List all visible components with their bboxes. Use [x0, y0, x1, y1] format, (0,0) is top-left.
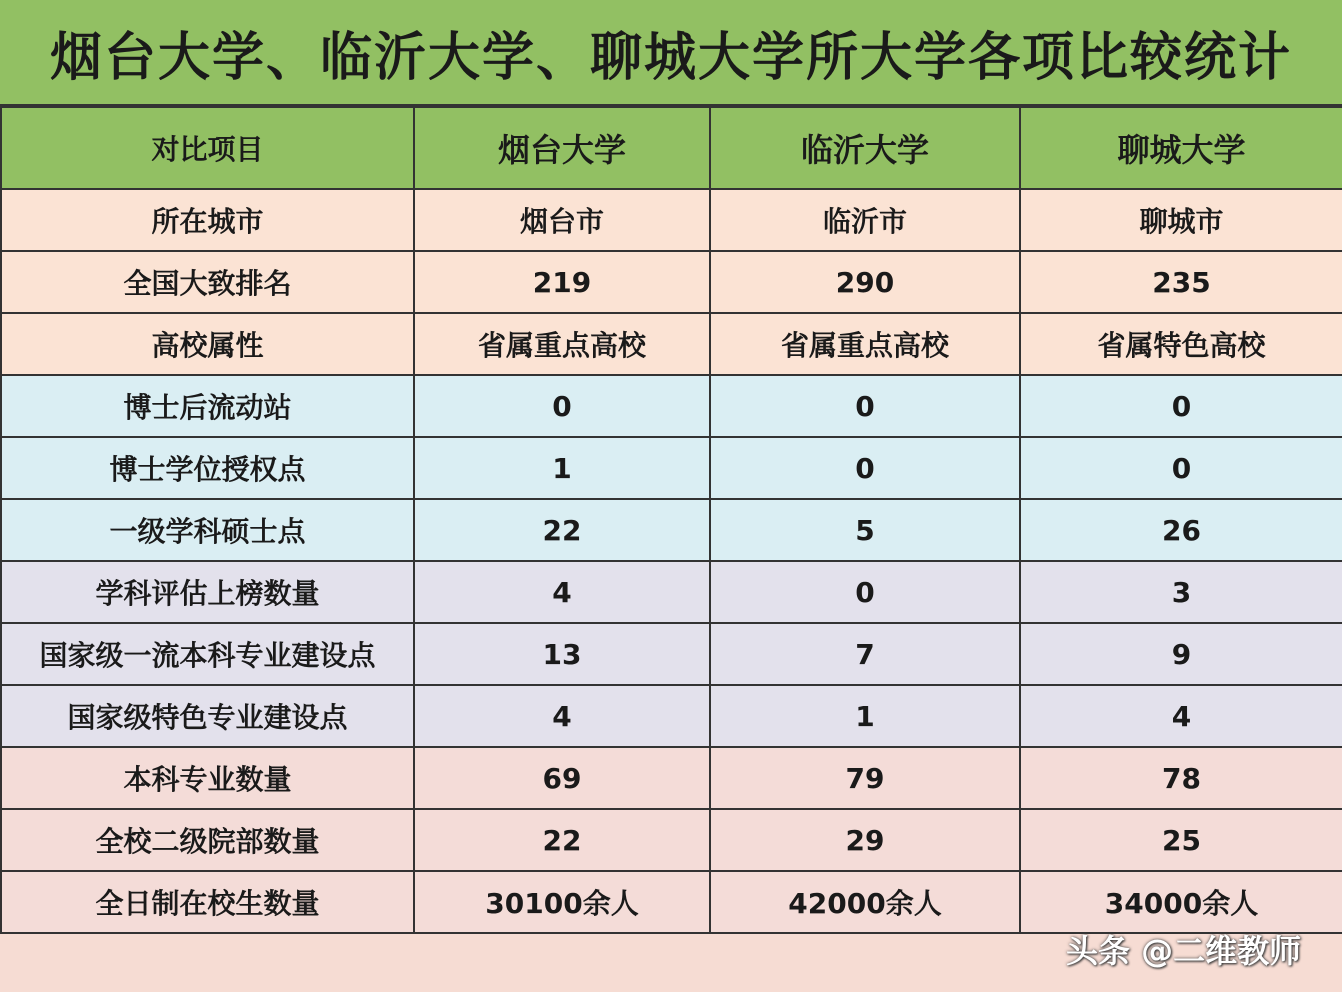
table-cell: 34000余人 — [1020, 871, 1342, 933]
table-cell: 1 — [414, 437, 710, 499]
table-cell: 0 — [710, 375, 1020, 437]
header-item: 对比项目 — [1, 107, 414, 189]
table-cell: 5 — [710, 499, 1020, 561]
page-title: 烟台大学、临沂大学、聊城大学所大学各项比较统计 — [0, 0, 1342, 106]
table-row — [1, 561, 1342, 623]
table-header-row — [1, 107, 1342, 189]
row-label: 一级学科硕士点 — [1, 499, 414, 561]
table-cell: 25 — [1020, 809, 1342, 871]
table-cell: 29 — [710, 809, 1020, 871]
table-cell: 26 — [1020, 499, 1342, 561]
table-row — [1, 375, 1342, 437]
row-label: 全校二级院部数量 — [1, 809, 414, 871]
table-cell: 0 — [414, 375, 710, 437]
table-cell: 7 — [710, 623, 1020, 685]
table-cell: 22 — [414, 809, 710, 871]
table-cell: 78 — [1020, 747, 1342, 809]
table-cell: 9 — [1020, 623, 1342, 685]
table-cell: 省属重点高校 — [414, 313, 710, 375]
table-cell: 聊城市 — [1020, 189, 1342, 251]
row-label: 所在城市 — [1, 189, 414, 251]
table-cell: 3 — [1020, 561, 1342, 623]
table-cell: 省属特色高校 — [1020, 313, 1342, 375]
table-row — [1, 189, 1342, 251]
watermark: 头条 @二维教师 — [1066, 932, 1302, 970]
row-label: 全国大致排名 — [1, 251, 414, 313]
row-label: 博士学位授权点 — [1, 437, 414, 499]
table-cell: 79 — [710, 747, 1020, 809]
table-cell: 13 — [414, 623, 710, 685]
table-cell: 42000余人 — [710, 871, 1020, 933]
table-row — [1, 871, 1342, 933]
table-cell: 22 — [414, 499, 710, 561]
table-row — [1, 251, 1342, 313]
row-label: 学科评估上榜数量 — [1, 561, 414, 623]
table-cell: 290 — [710, 251, 1020, 313]
header-yantai-university: 烟台大学 — [414, 107, 710, 189]
table-cell: 30100余人 — [414, 871, 710, 933]
header-liaocheng-university: 聊城大学 — [1020, 107, 1342, 189]
table-row — [1, 499, 1342, 561]
row-label: 本科专业数量 — [1, 747, 414, 809]
table-cell: 4 — [414, 561, 710, 623]
header-linyi-university: 临沂大学 — [710, 107, 1020, 189]
table-row — [1, 313, 1342, 375]
table-cell: 0 — [710, 561, 1020, 623]
table-row — [1, 437, 1342, 499]
row-label: 高校属性 — [1, 313, 414, 375]
row-label: 全日制在校生数量 — [1, 871, 414, 933]
table-cell: 0 — [1020, 375, 1342, 437]
table-cell: 临沂市 — [710, 189, 1020, 251]
table-cell: 4 — [414, 685, 710, 747]
table-cell: 69 — [414, 747, 710, 809]
table-row — [1, 809, 1342, 871]
table-cell: 省属重点高校 — [710, 313, 1020, 375]
table-cell: 4 — [1020, 685, 1342, 747]
table-body — [1, 189, 1342, 933]
table-cell: 烟台市 — [414, 189, 710, 251]
table-cell: 219 — [414, 251, 710, 313]
table-row — [1, 747, 1342, 809]
table-cell: 0 — [1020, 437, 1342, 499]
table-cell: 235 — [1020, 251, 1342, 313]
comparison-table — [0, 106, 1342, 934]
table-cell: 1 — [710, 685, 1020, 747]
row-label: 国家级一流本科专业建设点 — [1, 623, 414, 685]
row-label: 博士后流动站 — [1, 375, 414, 437]
row-label: 国家级特色专业建设点 — [1, 685, 414, 747]
table-row — [1, 623, 1342, 685]
table-cell: 0 — [710, 437, 1020, 499]
table-row — [1, 685, 1342, 747]
